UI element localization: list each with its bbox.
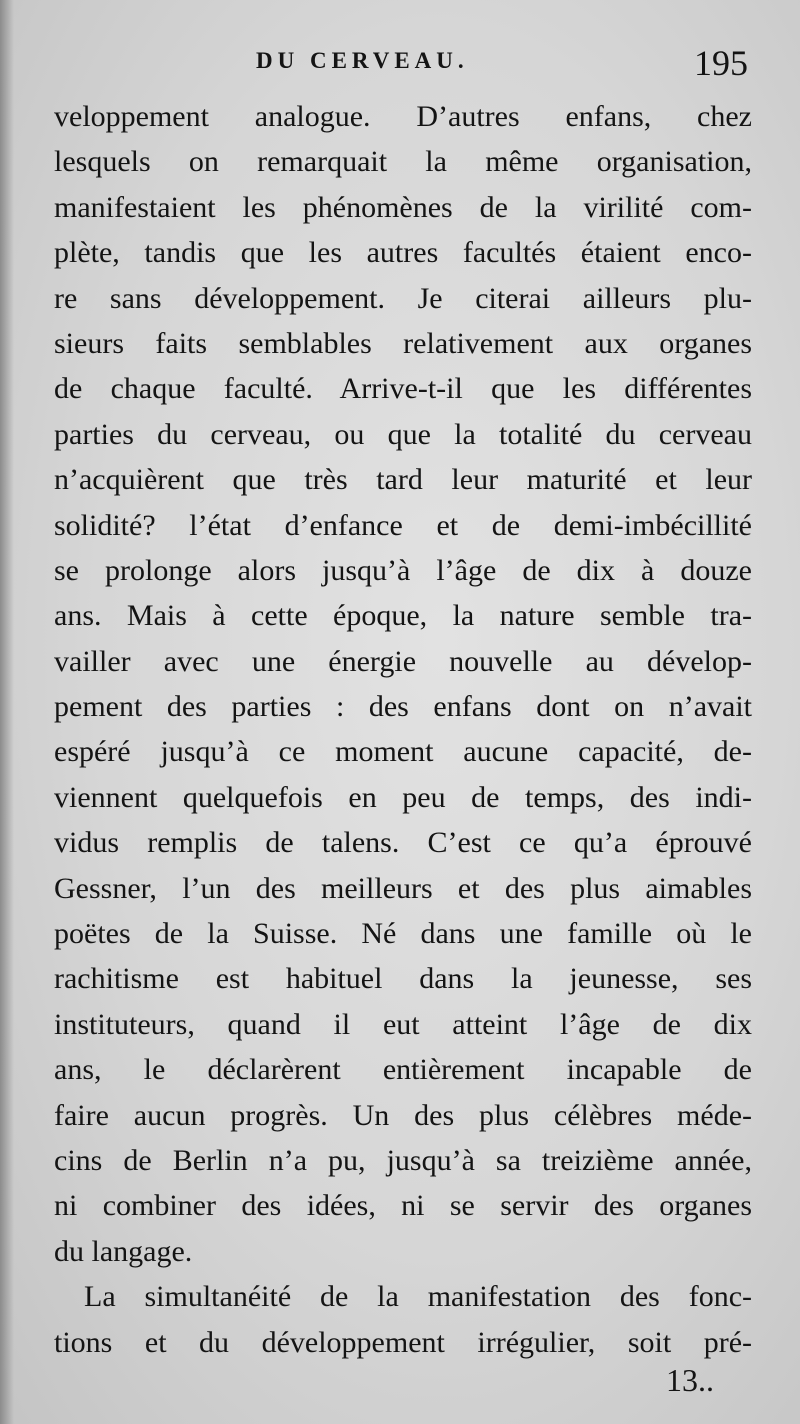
text-line: poëtes de la Suisse. Né dans une famille où le [54,917,752,951]
text-line: faire aucun progrès. Un des plus célèbres méde- [54,1098,752,1132]
text-line: plète, tandis que les autres facultés étaient enco- [54,236,752,270]
text-line: vailler avec une énergie nouvelle au dévelop- [54,644,752,678]
text-line: ans. Mais à cette époque, la nature semble tra- [54,599,752,633]
text-line: parties du cerveau, ou que la totalité du cerveau [54,417,752,451]
text-line: de chaque faculté. Arrive-t-il que les différentes [54,372,752,406]
text-line: se prolonge alors jusqu’à l’âge de dix à douze [54,553,752,587]
text-line: tions et du développement irrégulier, soit pré- [54,1325,752,1359]
text-line: espéré jusqu’à ce moment aucune capacité, de- [54,735,752,769]
running-head: DU CERVEAU. [256,48,469,73]
text-line: n’acquièrent que très tard leur maturité et leur [54,463,752,497]
body-text [54,94,752,1365]
text-line: cins de Berlin n’a pu, jusqu’à sa treizième année, [54,1143,752,1177]
text-line: Gessner, l’un des meilleurs et des plus aimables [54,871,752,905]
text-line: ans, le déclarèrent entièrement incapable de [54,1053,752,1087]
text-line: solidité? l’état d’enfance et de demi-imbécillité [54,508,752,542]
text-line: vidus remplis de talens. C’est ce qu’a éprouvé [54,826,752,860]
text-line: ni combiner des idées, ni se servir des organes [54,1189,752,1223]
page-edge-shadow [0,0,14,1424]
page-number: 195 [694,43,748,83]
paragraph-start-line: La simultanéité de la manifestation des fonc- [84,1280,752,1314]
text-line: pement des parties : des enfans dont on n’avait [54,690,752,724]
text-line: lesquels on remarquait la même organisation, [54,145,752,179]
text-line: re sans développement. Je citerai ailleurs plu- [54,281,752,315]
text-line: manifestaient les phénomènes de la virilité com- [54,190,752,224]
page-header [0,42,800,86]
text-line: veloppement analogue. D’autres enfans, chez [54,100,752,133]
text-line: instituteurs, quand il eut atteint l’âge de dix [54,1007,752,1041]
paragraph-end-line: du langage. [54,1234,193,1268]
signature-mark: 13.. [666,1362,714,1398]
text-line: rachitisme est habituel dans la jeunesse, ses [54,962,752,996]
text-line: viennent quelquefois en peu de temps, des indi- [54,780,752,814]
text-line: sieurs faits semblables relativement aux organes [54,326,752,360]
